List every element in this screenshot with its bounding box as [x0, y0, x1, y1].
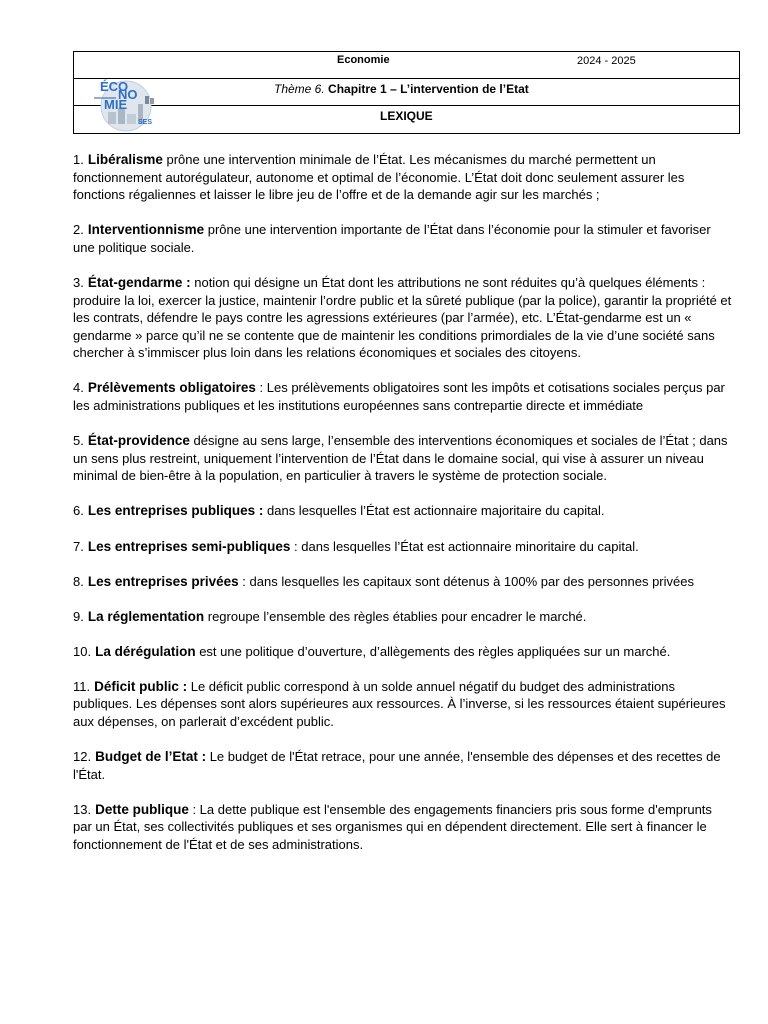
entry-definition: : La dette publique est l'ensemble des engagements financiers pris sous forme d'emprunts par un État, ses collectivités publiques et ses organismes qui en dépendent directement. Elle sert à financer le fonctionnement de l'État et de ses administrations.	[73, 801, 712, 853]
entry-number: 13.	[73, 801, 92, 817]
entry-definition: est une politique d’ouverture, d’allègements des règles appliquées sur un marché.	[195, 643, 671, 659]
svg-text:NO: NO	[118, 87, 138, 102]
lexicon-entry	[73, 502, 733, 520]
school-year: 2024 - 2025	[577, 55, 636, 67]
header-row-chapter	[74, 79, 739, 106]
lexicon-entry	[73, 608, 733, 626]
entry-number: 3.	[73, 274, 84, 290]
lexicon-entry	[73, 151, 733, 204]
entry-number: 2.	[73, 222, 84, 238]
document-header	[73, 51, 740, 134]
entry-term: État-gendarme :	[87, 274, 191, 290]
svg-text:ÉCO: ÉCO	[100, 79, 129, 94]
entry-definition: dans lesquelles l’État est actionnaire majoritaire du capital.	[263, 503, 605, 519]
lexicon-entry	[73, 643, 733, 661]
entry-term: Interventionnisme	[87, 222, 205, 238]
entry-term: Les entreprises privées	[87, 573, 239, 589]
entry-definition: prône une intervention importante de l’État dans l’économie pour la stimuler et favoriser une politique sociale.	[73, 222, 711, 255]
economie-ses-logo	[92, 76, 162, 132]
entry-number: 10.	[73, 643, 92, 659]
entry-number: 5.	[73, 433, 84, 449]
header-row-subject	[74, 52, 739, 79]
entry-term: État-providence	[87, 433, 190, 449]
entry-definition: notion qui désigne un État dont les attributions ne sont réduites qu’à quelques éléments : produire la loi, exercer la justice, maintenir l’ordre public et la sûreté publique (par la police), garantir la propriété et les contrats, défendre le pays contre les agressions extérieures (par l’armée), etc. L’État-gendarme est un « gendarme » parce qu’il ne se contente que de maintenir les conditions primordiales de la vie d’une société sans chercher à s’immiscer plus loin dans les relations économiques et sociales des citoyens.	[73, 274, 732, 361]
entry-definition: Le budget de l'État retrace, pour une année, l'ensemble des dépenses et des recettes de l'État.	[73, 749, 721, 782]
header-row-section	[74, 106, 739, 134]
entry-term: La réglementation	[87, 608, 205, 624]
entry-term: Déficit public :	[94, 678, 188, 694]
entry-term: La dérégulation	[95, 643, 196, 659]
entry-definition: prône une intervention minimale de l’État. Les mécanismes du marché permettent un fonctionnement autorégulateur, autonome et optimal de l’économie. L’État doit donc seulement assurer les fonctions régaliennes et laisser le libre jeu de l’offre et de la demande agir sur les marchés ;	[73, 152, 685, 203]
entry-term: Les entreprises semi-publiques	[87, 538, 291, 554]
entry-definition: Le déficit public correspond à un solde annuel négatif du budget des administrations publiques. Les dépenses sont alors supérieures aux ressources. À l’inverse, si les ressources étaient supérieures aux dépenses, on parlerait d’excédent public.	[73, 678, 726, 730]
lexicon-entry	[73, 801, 733, 854]
entry-number: 6.	[73, 503, 84, 519]
entry-term: Libéralisme	[87, 152, 163, 167]
theme-label: Thème 6.	[274, 82, 325, 96]
entry-term: Les entreprises publiques :	[87, 503, 264, 519]
section-title: LEXIQUE	[380, 109, 433, 123]
entry-term: Dette publique	[95, 801, 189, 817]
lexicon-entry	[73, 379, 733, 414]
entry-number: 7.	[73, 538, 84, 554]
lexicon-entry	[73, 221, 733, 256]
lexicon-entry	[73, 538, 733, 556]
subject-label: Economie	[337, 54, 390, 66]
lexicon-entry	[73, 573, 733, 591]
chapter-label: Chapitre 1 – L’intervention de l’Etat	[328, 82, 529, 96]
lexicon-entry	[73, 274, 733, 362]
entry-number: 9.	[73, 608, 84, 624]
entry-definition: : Les prélèvements obligatoires sont les impôts et cotisations sociales perçus par les administrations publiques et les institutions européennes sans contrepartie directe et immédiate	[73, 380, 725, 414]
entry-definition: désigne au sens large, l’ensemble des interventions économiques et sociales de l’État ; dans un sens plus restreint, uniquement l’intervention de l’État dans le domaine social, qui vise à assurer un niveau minimal de bien-être à la population, en particulier à travers le système de protection sociale.	[73, 433, 728, 484]
entry-definition: : dans lesquelles l’État est actionnaire minoritaire du capital.	[290, 538, 639, 554]
entry-number: 11.	[73, 678, 91, 694]
chapter-title	[274, 82, 529, 96]
entry-number: 12.	[73, 749, 92, 765]
lexicon-list	[73, 151, 733, 871]
entry-term: Budget de l’Etat :	[95, 749, 207, 765]
entry-number: 1.	[73, 152, 84, 167]
lexicon-entry	[73, 678, 733, 731]
lexicon-entry	[73, 748, 733, 783]
entry-number: 8.	[73, 573, 84, 589]
entry-definition: : dans lesquelles les capitaux sont détenus à 100% par des personnes privées	[238, 573, 694, 589]
svg-text:SES: SES	[138, 119, 153, 126]
entry-number: 4.	[73, 380, 84, 396]
svg-text:MIE: MIE	[104, 97, 128, 112]
lexicon-entry	[73, 432, 733, 485]
entry-definition: regroupe l’ensemble des règles établies pour encadrer le marché.	[204, 608, 587, 624]
entry-term: Prélèvements obligatoires	[87, 380, 256, 396]
